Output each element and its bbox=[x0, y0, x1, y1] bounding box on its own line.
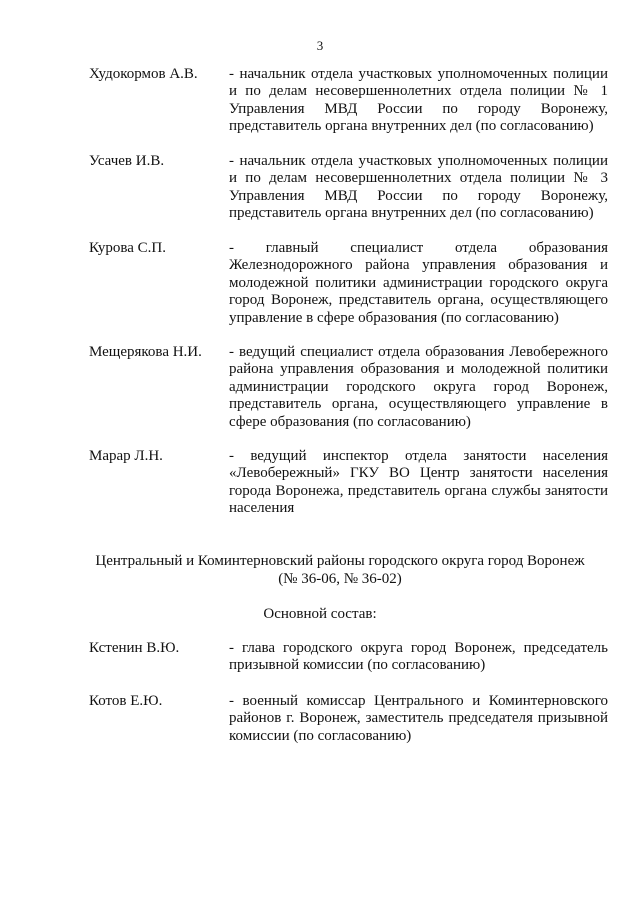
member-name: Усачев И.В. bbox=[89, 153, 165, 169]
page-number: 3 bbox=[316, 38, 324, 53]
section-title: Центральный и Коминтерновский районы городского округа город Воронеж bbox=[95, 553, 585, 569]
section-subtitle: (№ 36-06, № 36-02) bbox=[278, 571, 402, 587]
member-role: - начальник отдела участковых уполномоченных полиции и по делам несовершеннолетних отдела полиции № 3 Управления МВД России по городу Воронежу, представитель органа внутренних дел (по согласованию) bbox=[229, 153, 608, 222]
member-role: - начальник отдела участковых уполномоченных полиции и по делам несовершеннолетних отдела полиции № 1 Управления МВД России по городу Воронежу, представитель органа внутренних дел (по согласованию) bbox=[229, 66, 608, 135]
member-name: Кстенин В.Ю. bbox=[89, 640, 180, 656]
member-name: Мещерякова Н.И. bbox=[89, 344, 202, 360]
member-name: Худокормов А.В. bbox=[89, 66, 198, 82]
member-name: Котов Е.Ю. bbox=[89, 693, 163, 709]
member-name: Курова С.П. bbox=[89, 240, 167, 256]
member-role: - ведущий инспектор отдела занятости населения «Левобережный» ГКУ ВО Центр занятости населения города Воронежа, представитель органа службы занятости населения bbox=[229, 448, 608, 517]
member-role: - ведущий специалист отдела образования Левобережного района управления образования и молодежной политики администрации городского округа город Воронеж, представитель органа, осуществляющего управление в сфере образования (по согласованию) bbox=[229, 344, 608, 430]
member-role: - военный комиссар Центрального и Коминтерновского районов г. Воронеж, заместитель председателя призывной комиссии (по согласованию) bbox=[229, 693, 608, 744]
section-heading: Основной состав: bbox=[263, 606, 377, 622]
member-role: - глава городского округа город Воронеж, председатель призывной комиссии (по согласованию) bbox=[229, 640, 608, 674]
member-name: Марар Л.Н. bbox=[89, 448, 163, 464]
member-role: - главный специалист отдела образования Железнодорожного района управления образования и молодежной политики администрации городского округа город Воронеж, представитель органа, осуществляющего управление в сфере образования (по согласованию) bbox=[229, 240, 608, 326]
